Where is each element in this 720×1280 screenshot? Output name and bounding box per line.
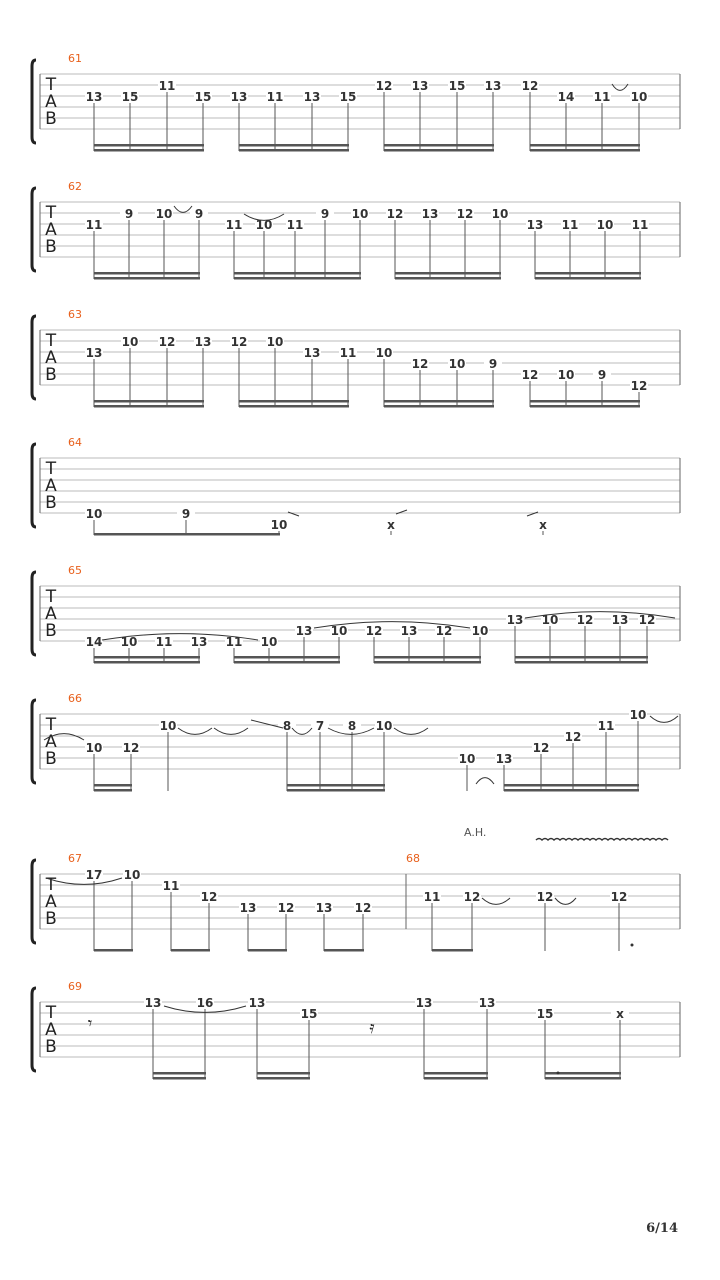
- fret-number: 12: [354, 901, 372, 915]
- beam: [94, 277, 200, 280]
- fret-number: 12: [638, 613, 656, 627]
- fret-number: 9: [597, 368, 607, 382]
- beam: [287, 789, 385, 792]
- beam: [239, 149, 349, 152]
- fret-number: 11: [593, 90, 611, 104]
- fret-number: 10: [330, 624, 348, 638]
- beam: [94, 400, 204, 403]
- tie-arc: [476, 778, 494, 784]
- fret-number: 13: [415, 996, 433, 1010]
- beam: [94, 144, 204, 147]
- fret-number: 10: [458, 752, 476, 766]
- fret-number: 10: [121, 335, 139, 349]
- fret-number: 10: [375, 719, 393, 733]
- clef-b: B: [45, 749, 57, 769]
- fret-number: 10: [629, 708, 647, 722]
- fret-number: 9: [194, 207, 204, 221]
- clef-t: T: [45, 75, 57, 95]
- fret-number: 12: [630, 379, 648, 393]
- fret-number: 15: [121, 90, 139, 104]
- beam: [324, 949, 364, 952]
- fret-number: 15: [300, 1007, 318, 1021]
- fret-number: 11: [85, 218, 103, 232]
- harmonic-label: A.H.: [464, 826, 487, 839]
- fret-number: 11: [286, 218, 304, 232]
- fret-number: 11: [225, 218, 243, 232]
- beam: [94, 149, 204, 152]
- beam: [239, 405, 349, 408]
- clef-b: B: [45, 109, 57, 129]
- beam: [171, 949, 210, 952]
- system-bracket: [32, 700, 36, 783]
- fret-number: 10: [557, 368, 575, 382]
- beam: [545, 1072, 621, 1075]
- beam: [504, 789, 639, 792]
- clef-t: T: [45, 587, 57, 607]
- fret-number: 10: [270, 518, 288, 532]
- fret-number: 13: [144, 996, 162, 1010]
- fret-number: 13: [421, 207, 439, 221]
- dot: [557, 1072, 560, 1075]
- clef-t: T: [45, 331, 57, 351]
- clef-t: T: [45, 875, 57, 895]
- system-bracket: [32, 188, 36, 271]
- fret-number: 10: [85, 507, 103, 521]
- fret-number: 17: [85, 868, 103, 882]
- clef-b: B: [45, 237, 57, 257]
- beam: [248, 949, 287, 952]
- fret-number: 15: [448, 79, 466, 93]
- fret-number: 13: [478, 996, 496, 1010]
- fret-number: 10: [596, 218, 614, 232]
- beam: [530, 149, 640, 152]
- beam: [384, 400, 494, 403]
- fret-number: 12: [576, 613, 594, 627]
- measure-number: 69: [68, 980, 82, 993]
- clef-t: T: [45, 1003, 57, 1023]
- beam: [94, 533, 187, 536]
- fret-number: 13: [495, 752, 513, 766]
- fret-number: 10: [448, 357, 466, 371]
- page-number: 6/14: [646, 1221, 678, 1236]
- beam: [287, 784, 385, 787]
- fret-number: 10: [266, 335, 284, 349]
- beam: [515, 656, 648, 659]
- fret-number: 10: [159, 719, 177, 733]
- system-bracket: [32, 60, 36, 143]
- clef-a: A: [45, 1020, 57, 1040]
- system-bracket: [32, 572, 36, 655]
- fret-number: 10: [491, 207, 509, 221]
- fret-number: 15: [194, 90, 212, 104]
- fret-number: x: [616, 1007, 624, 1021]
- clef-b: B: [45, 621, 57, 641]
- vibrato-wave: [536, 839, 668, 841]
- fret-number: 16: [196, 996, 214, 1010]
- beam: [384, 405, 494, 408]
- measure-number: 64: [68, 436, 82, 449]
- beam: [257, 1077, 310, 1080]
- fret-number: 11: [158, 79, 176, 93]
- clef-a: A: [45, 604, 57, 624]
- fret-number: 12: [435, 624, 453, 638]
- beam: [239, 144, 349, 147]
- beam: [374, 656, 481, 659]
- clef-b: B: [45, 493, 57, 513]
- beam: [239, 400, 349, 403]
- beam: [432, 949, 473, 952]
- fret-number: 11: [561, 218, 579, 232]
- beam: [530, 405, 640, 408]
- fret-number: 12: [463, 890, 481, 904]
- fret-number: 7: [315, 719, 325, 733]
- beam: [424, 1072, 488, 1075]
- clef-b: B: [45, 365, 57, 385]
- fret-number: 10: [155, 207, 173, 221]
- tie-arc: [214, 728, 248, 734]
- measure-number: 67: [68, 852, 82, 865]
- clef-t: T: [45, 715, 57, 735]
- fret-number: 11: [225, 635, 243, 649]
- measure-number: 68: [406, 852, 420, 865]
- fret-number: 13: [484, 79, 502, 93]
- fret-number: 11: [339, 346, 357, 360]
- fret-number: 13: [194, 335, 212, 349]
- fret-number: 12: [200, 890, 218, 904]
- beam: [186, 533, 280, 536]
- fret-number: 12: [158, 335, 176, 349]
- fret-number: 13: [85, 346, 103, 360]
- fret-number: 13: [315, 901, 333, 915]
- fret-number: 12: [536, 890, 554, 904]
- fret-number: 10: [120, 635, 138, 649]
- fret-number: 12: [122, 741, 140, 755]
- fret-number: 14: [85, 635, 103, 649]
- fret-number: 10: [630, 90, 648, 104]
- beam: [257, 1072, 310, 1075]
- tie-arc: [174, 206, 192, 212]
- beam: [395, 272, 501, 275]
- beam: [515, 661, 648, 664]
- fret-number: 12: [564, 730, 582, 744]
- measure-number: 63: [68, 308, 82, 321]
- fret-number: 13: [85, 90, 103, 104]
- fret-number: 13: [239, 901, 257, 915]
- fret-number: 12: [456, 207, 474, 221]
- beam: [94, 784, 132, 787]
- beam: [153, 1072, 206, 1075]
- fret-number: 13: [190, 635, 208, 649]
- fret-number: 11: [423, 890, 441, 904]
- fret-number: 12: [386, 207, 404, 221]
- clef-a: A: [45, 92, 57, 112]
- fret-number: 10: [541, 613, 559, 627]
- fret-number: 9: [124, 207, 134, 221]
- beam: [545, 1077, 621, 1080]
- fret-number: 13: [248, 996, 266, 1010]
- fret-number: 11: [597, 719, 615, 733]
- beam: [424, 1077, 488, 1080]
- fret-number: 10: [260, 635, 278, 649]
- fret-number: 10: [471, 624, 489, 638]
- beam: [94, 405, 204, 408]
- tie-arc: [178, 728, 212, 734]
- sixteenth-rest-icon: 𝄿: [369, 1018, 375, 1038]
- fret-number: 12: [521, 368, 539, 382]
- tie-arc: [650, 716, 678, 722]
- beam: [94, 789, 132, 792]
- beam: [94, 949, 133, 952]
- clef-b: B: [45, 1037, 57, 1057]
- fret-number: 10: [375, 346, 393, 360]
- fret-number: x: [539, 518, 547, 532]
- beam: [234, 661, 340, 664]
- clef-a: A: [45, 892, 57, 912]
- fret-number: 12: [277, 901, 295, 915]
- beam: [94, 661, 200, 664]
- beam: [530, 400, 640, 403]
- beam: [384, 144, 494, 147]
- beam: [374, 661, 481, 664]
- fret-number: 13: [506, 613, 524, 627]
- fret-number: 12: [532, 741, 550, 755]
- fret-number: 13: [295, 624, 313, 638]
- beam: [535, 277, 641, 280]
- fret-number: 12: [365, 624, 383, 638]
- beam: [504, 784, 639, 787]
- system-bracket: [32, 444, 36, 527]
- fret-number: 12: [375, 79, 393, 93]
- fret-number: 13: [526, 218, 544, 232]
- beam: [395, 277, 501, 280]
- beam: [234, 277, 361, 280]
- beam: [535, 272, 641, 275]
- dot: [631, 944, 634, 947]
- beam: [94, 656, 200, 659]
- clef-b: B: [45, 909, 57, 929]
- beam: [234, 656, 340, 659]
- fret-number: 13: [303, 346, 321, 360]
- fret-number: 14: [557, 90, 575, 104]
- beam: [234, 272, 361, 275]
- fret-number: 10: [85, 741, 103, 755]
- fret-number: 15: [339, 90, 357, 104]
- fret-number: 8: [347, 719, 357, 733]
- tie-arc: [394, 728, 428, 734]
- clef-t: T: [45, 459, 57, 479]
- fret-number: 11: [155, 635, 173, 649]
- clef-a: A: [45, 732, 57, 752]
- fret-number: 9: [181, 507, 191, 521]
- clef-a: A: [45, 348, 57, 368]
- measure-number: 65: [68, 564, 82, 577]
- fret-number: 13: [303, 90, 321, 104]
- fret-number: 11: [162, 879, 180, 893]
- fret-number: 10: [351, 207, 369, 221]
- fret-number: 13: [230, 90, 248, 104]
- clef-a: A: [45, 476, 57, 496]
- measure-number: 62: [68, 180, 82, 193]
- clef-t: T: [45, 203, 57, 223]
- fret-number: 9: [488, 357, 498, 371]
- fret-number: 12: [230, 335, 248, 349]
- tie-arc: [555, 898, 576, 904]
- fret-number: 11: [631, 218, 649, 232]
- system-bracket: [32, 988, 36, 1071]
- beam: [153, 1077, 206, 1080]
- measure-number: 61: [68, 52, 82, 65]
- beam: [94, 272, 200, 275]
- measure-number: 66: [68, 692, 82, 705]
- tie-arc: [482, 898, 510, 904]
- tie-arc: [46, 878, 122, 884]
- fret-number: 8: [282, 719, 292, 733]
- fret-number: 12: [521, 79, 539, 93]
- fret-number: 12: [610, 890, 628, 904]
- fret-number: 13: [400, 624, 418, 638]
- beam: [384, 149, 494, 152]
- fret-number: x: [387, 518, 395, 532]
- beam: [530, 144, 640, 147]
- fret-number: 12: [411, 357, 429, 371]
- fret-number: 15: [536, 1007, 554, 1021]
- fret-number: 10: [255, 218, 273, 232]
- fret-number: 13: [611, 613, 629, 627]
- fret-number: 13: [411, 79, 429, 93]
- system-bracket: [32, 316, 36, 399]
- fret-number: 9: [320, 207, 330, 221]
- fret-number: 11: [266, 90, 284, 104]
- system-bracket: [32, 860, 36, 943]
- clef-a: A: [45, 220, 57, 240]
- eighth-rest-icon: 𝄾: [87, 1014, 93, 1034]
- fret-number: 10: [123, 868, 141, 882]
